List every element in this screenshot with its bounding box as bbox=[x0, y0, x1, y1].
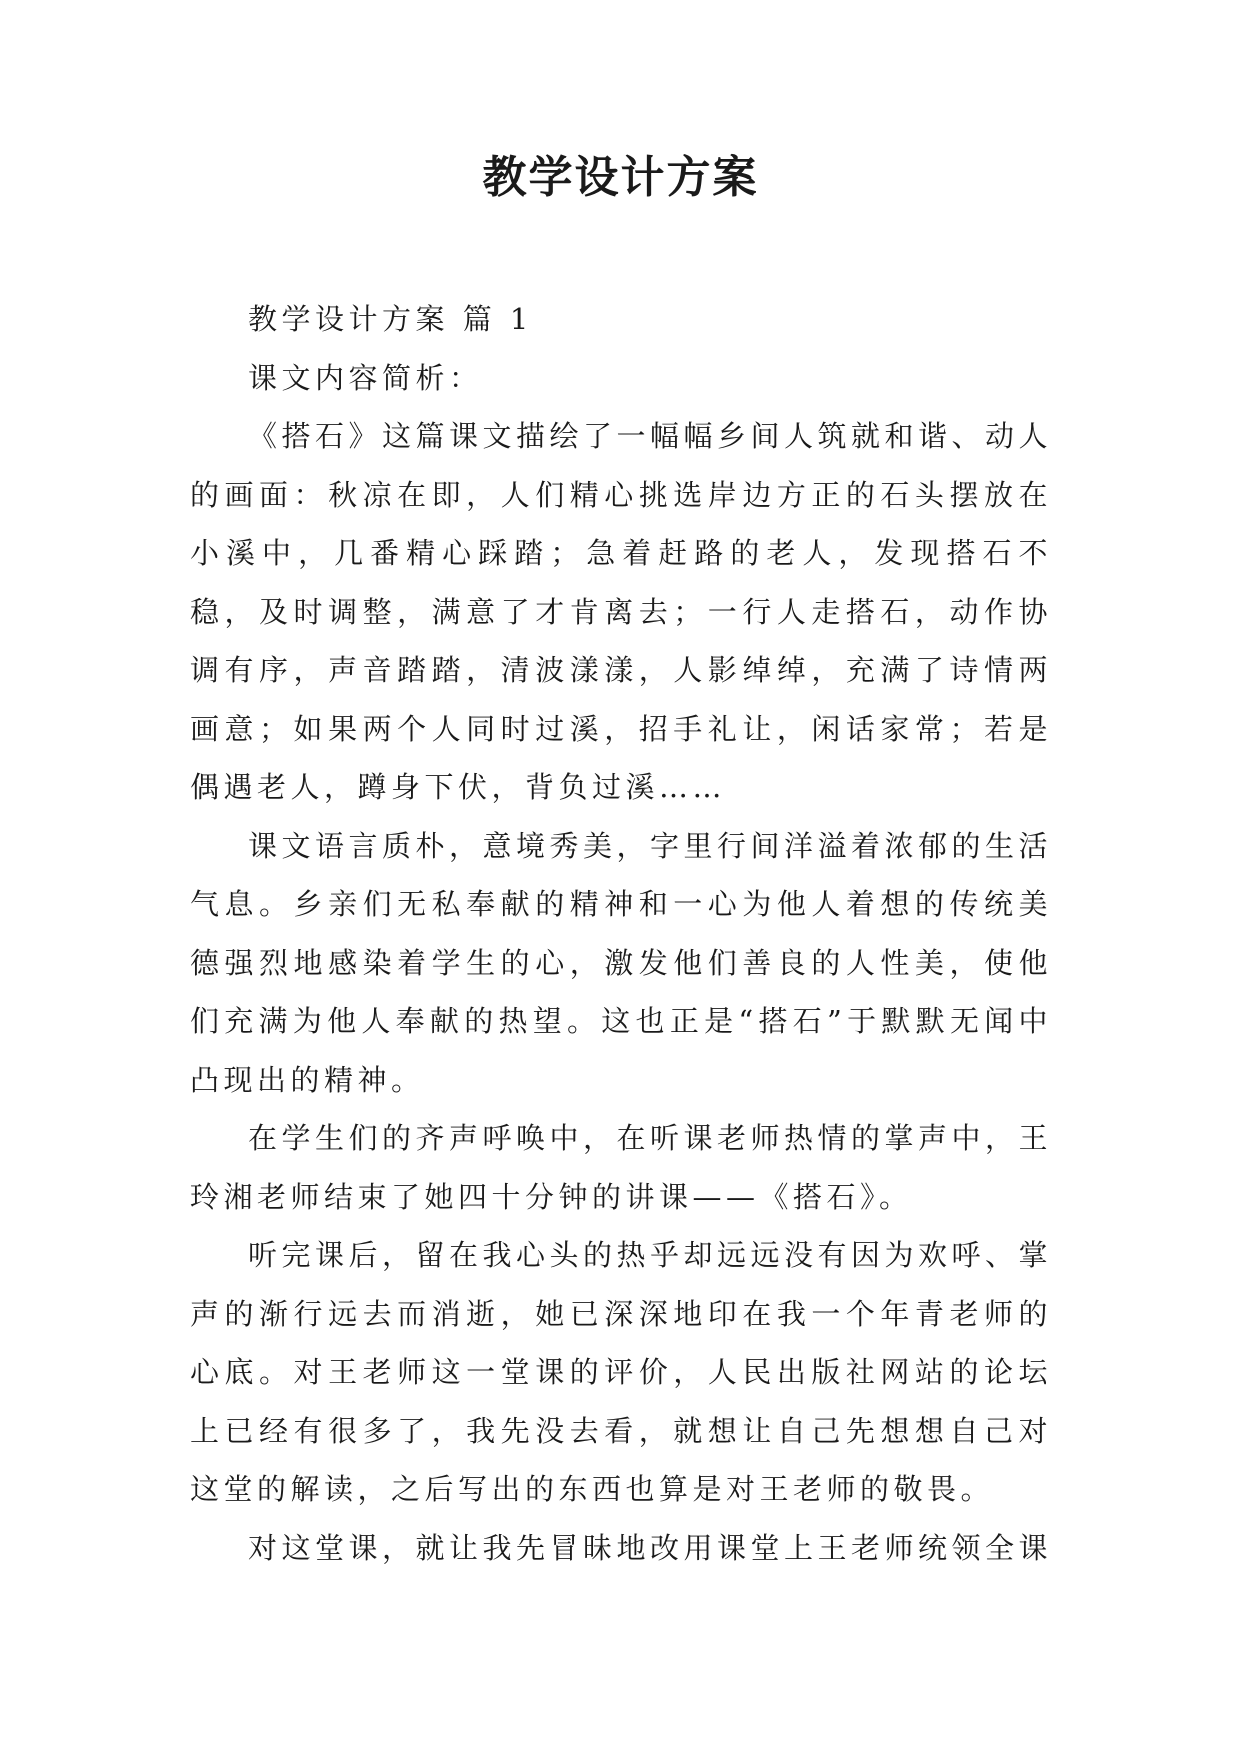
body-paragraph: 《搭石》这篇课文描绘了一幅幅乡间人筑就和谐、动人的画面：秋凉在即，人们精心挑选岸边方正的石头摆放在小溪中，几番精心踩踏；急着赶路的老人，发现搭石不稳，及时调整，满意了才肯离去；一行人走搭石，动作协调有序，声音踏踏，清波漾漾，人影绰绰，充满了诗情两画意；如果两个人同时过溪，招手礼让，闲话家常；若是偶遇老人，蹲身下伏，背负过溪…… bbox=[190, 419, 1053, 804]
section-heading: 教学设计方案 篇 1 bbox=[248, 302, 533, 336]
body-paragraph: 课文语言质朴，意境秀美，字里行间洋溢着浓郁的生活气息。乡亲们无私奉献的精神和一心为他人着想的传统美德强烈地感染着学生的心，激发他们善良的人性美，使他们充满为他人奉献的热望。这也正是“搭石”于默默无闻中凸现出的精神。 bbox=[190, 828, 1053, 1097]
body-paragraph: 对这堂课，就让我先冒昧地改用课堂上王老师统领全课 bbox=[248, 1530, 1053, 1565]
document-title: 教学设计方案 bbox=[482, 152, 759, 203]
body-paragraph: 在学生们的齐声呼唤中，在听课老师热情的掌声中，王玲湘老师结束了她四十分钟的讲课——《搭石》。 bbox=[190, 1121, 1053, 1214]
body-paragraph: 听完课后，留在我心头的热乎却远远没有因为欢呼、掌声的渐行远去而消逝，她已深深地印在我一个年青老师的心底。对王老师这一堂课的评价，人民出版社网站的论坛上已经有很多了，我先没去看，就想让自己先想想自己对这堂的解读，之后写出的东西也算是对王老师的敬畏。 bbox=[190, 1238, 1053, 1506]
document-body bbox=[190, 290, 1052, 1577]
subheading-text-analysis: 课文内容简析： bbox=[248, 360, 483, 395]
